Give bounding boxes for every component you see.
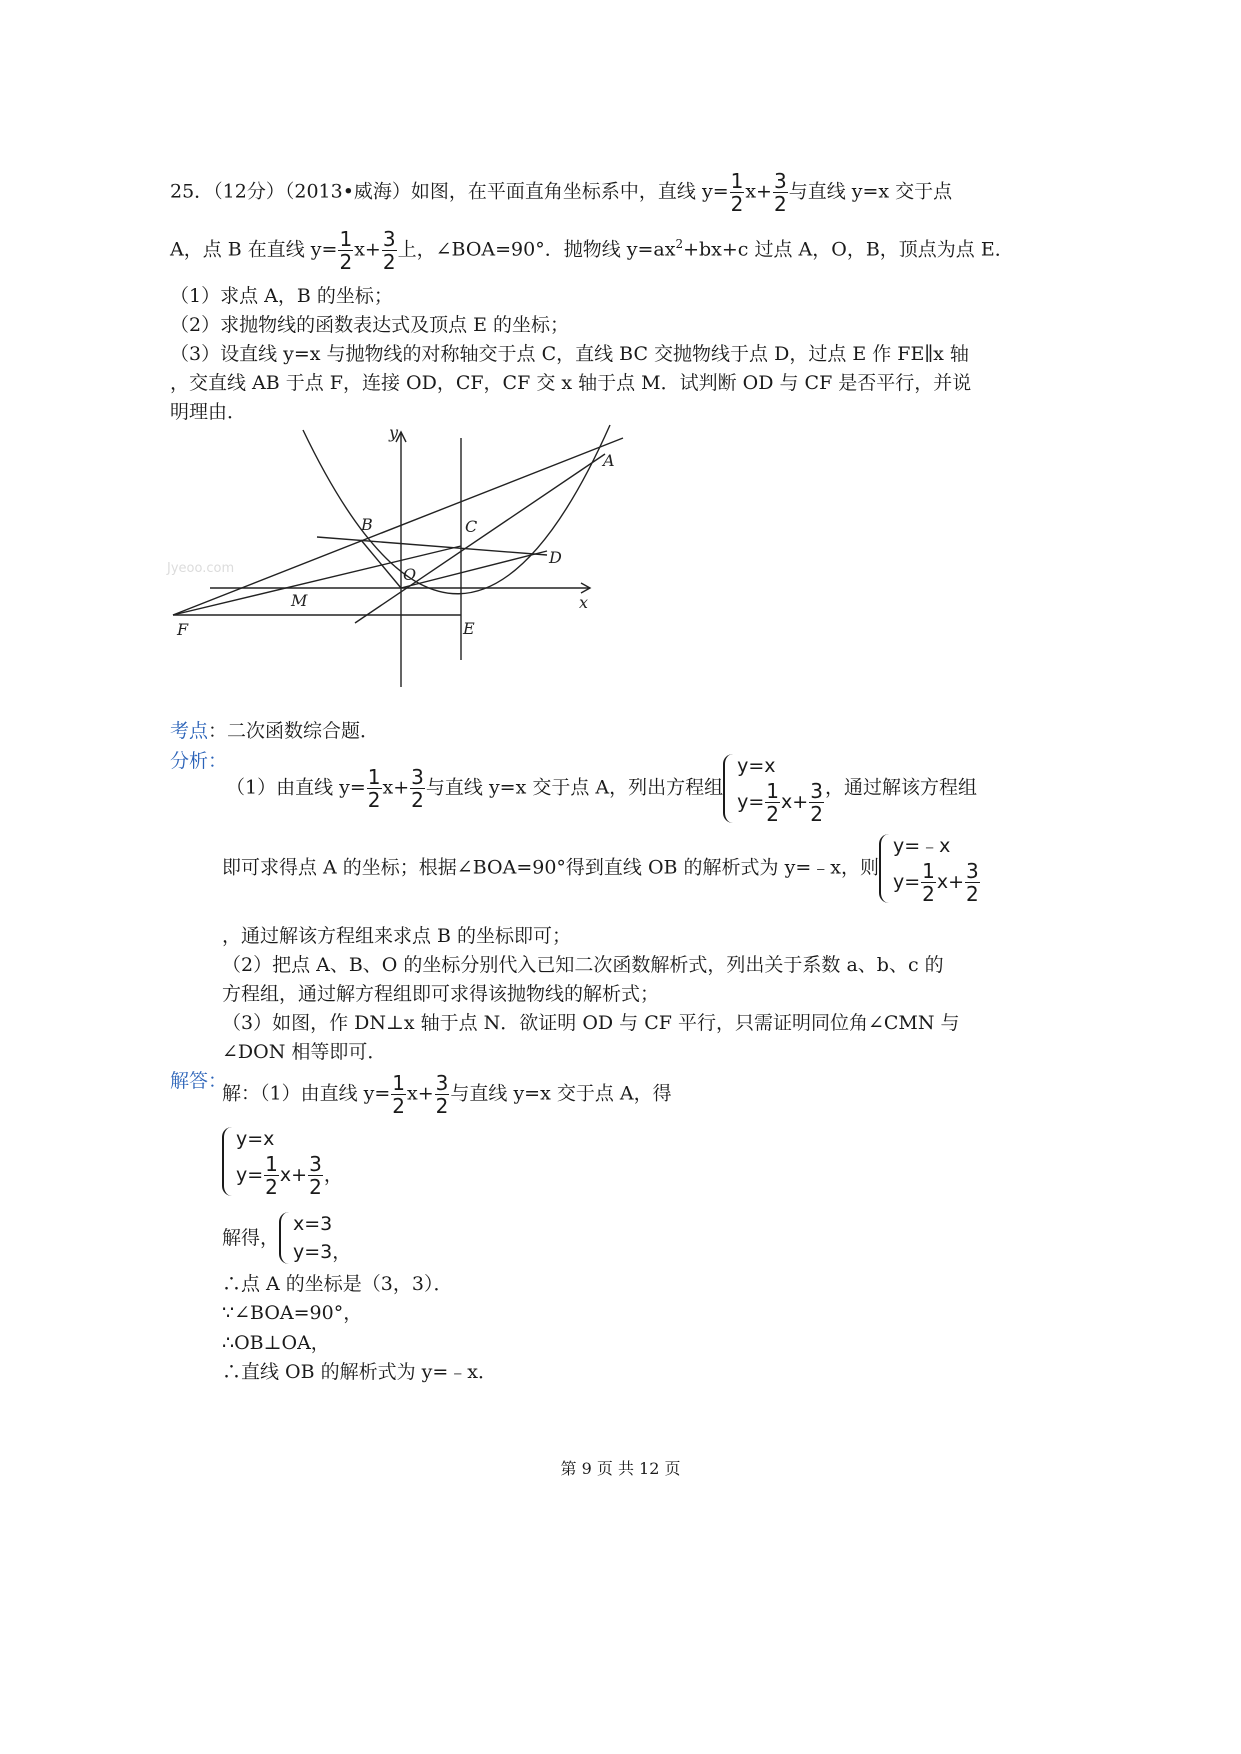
label-e: E [463,619,475,638]
label-d: D [549,548,562,567]
label-b: B [361,515,373,534]
kaodian-line: 考点：二次函数综合题． [170,720,380,742]
fenxi-label: 分析： [170,750,228,772]
label-a: A [603,451,615,470]
analysis-para-2: 即可求得点 A 的坐标；根据∠BOA=90°得到直线 OB 的解析式为 y=﹣x，则 y=﹣x y= $\frac{1}{2}$ x+ $\frac{3}{2}$ [222,832,981,905]
analysis-para-4a: （2）把点 A、B、O 的坐标分别代入已知二次函数解析式，列出关于系数 a、b、c 的 [222,954,944,976]
line-od [401,551,547,588]
question-3-line-b: ，交直线 AB 于点 F，连接 OD，CF，CF 交 x 轴于点 M．试判断 OD 与 CF 是否平行，并说 [170,372,972,394]
question-1: （1）求点 A，B 的坐标； [170,285,393,307]
analysis-para-4b: 方程组，通过解方程组即可求得该抛物线的解析式； [222,983,660,1005]
jieda-label: 解答： [170,1070,228,1092]
line-bo [361,540,401,588]
line-oa [355,454,605,623]
solution-jiede: 解得， x=3 y=3， [222,1210,351,1266]
fraction: $\frac{3}{2}$ [435,1071,449,1118]
label-m: M [291,591,308,610]
solution-line-b: ∵∠BOA=90°， [222,1302,363,1324]
equation-system-2: y=﹣x y= $\frac{1}{2}$ x+ $\frac{3}{2}$ [879,832,981,905]
label-x: x [579,593,589,612]
solution-line-1: 解：（1）由直线 y= $\frac{1}{2}$ x+ $\frac{3}{2}$ 与直线 y=x 交于点 A，得 [222,1071,672,1118]
watermark: Jyeoo.com [167,561,235,576]
geometry-figure [165,420,635,695]
solution-line-c: ∴OB⊥OA， [222,1332,330,1354]
problem-line-2: A，点 B 在直线 y= $\frac{1}{2}$ x+ $\frac{3}{2}$ 上，∠BOA=90°．抛物线 $y=ax^2+bx+c$ 过点 A，O，B，顶点为点 E． [170,227,1014,274]
solution-line-a: ∴点 A 的坐标是（3，3）． [222,1273,453,1295]
solution-line-d: ∴直线 OB 的解析式为 y=﹣x． [222,1361,498,1383]
equation-system-1: y=x y= $\frac{1}{2}$ x+ $\frac{3}{2}$ [723,752,825,825]
analysis-para-5b: ∠DON 相等即可． [222,1041,387,1063]
fraction: $\frac{1}{2}$ [730,169,744,216]
page-footer: 第 9 页 共 12 页 [560,1459,681,1478]
label-c: C [465,517,478,536]
kaodian-label: 考点 [170,720,209,742]
analysis-para-5a: （3）如图，作 DN⊥x 轴于点 N．欲证明 OD 与 CF 平行，只需证明同位角∠CMN 与 [222,1012,960,1034]
label-f: F [177,620,189,639]
label-o: O [403,565,417,584]
fraction: $\frac{1}{2}$ [367,765,381,812]
equation-system-3: y=x y= $\frac{1}{2}$ x+ $\frac{3}{2}$ ， [222,1125,343,1198]
parabola [303,425,610,594]
question-3-line-c: 明理由． [170,401,247,423]
analysis-para-3: ，通过解该方程组来求点 B 的坐标即可； [222,925,572,947]
fraction: $\frac{3}{2}$ [773,169,787,216]
fraction: $\frac{3}{2}$ [382,227,396,274]
label-y: y [389,423,399,442]
question-2: （2）求抛物线的函数表达式及顶点 E 的坐标； [170,314,570,336]
problem-line-1: 25．（12分）（2013•威海）如图，在平面直角坐标系中，直线 y= $\frac{1}{2}$ x+ $\frac{3}{2}$ 与直线 y=x 交于点 [170,169,953,216]
question-3-line-a: （3）设直线 y=x 与抛物线的对称轴交于点 C，直线 BC 交抛物线于点 D，过点 E 作 FE∥x 轴 [170,343,969,365]
fraction: $\frac{1}{2}$ [392,1071,406,1118]
fraction: $\frac{3}{2}$ [411,765,424,812]
equation-system-4: x=3 y=3， [279,1210,351,1266]
analysis-para-1: （1）由直线 y= $\frac{1}{2}$ x+ $\frac{3}{2}$ 与直线 y=x 交于点 A，列出方程组 y=x y= $\frac{1}{2}$ x+ $\frac{3}{2}$ ，通过解该方程组 [226,752,977,825]
fraction: $\frac{1}{2}$ [339,227,353,274]
